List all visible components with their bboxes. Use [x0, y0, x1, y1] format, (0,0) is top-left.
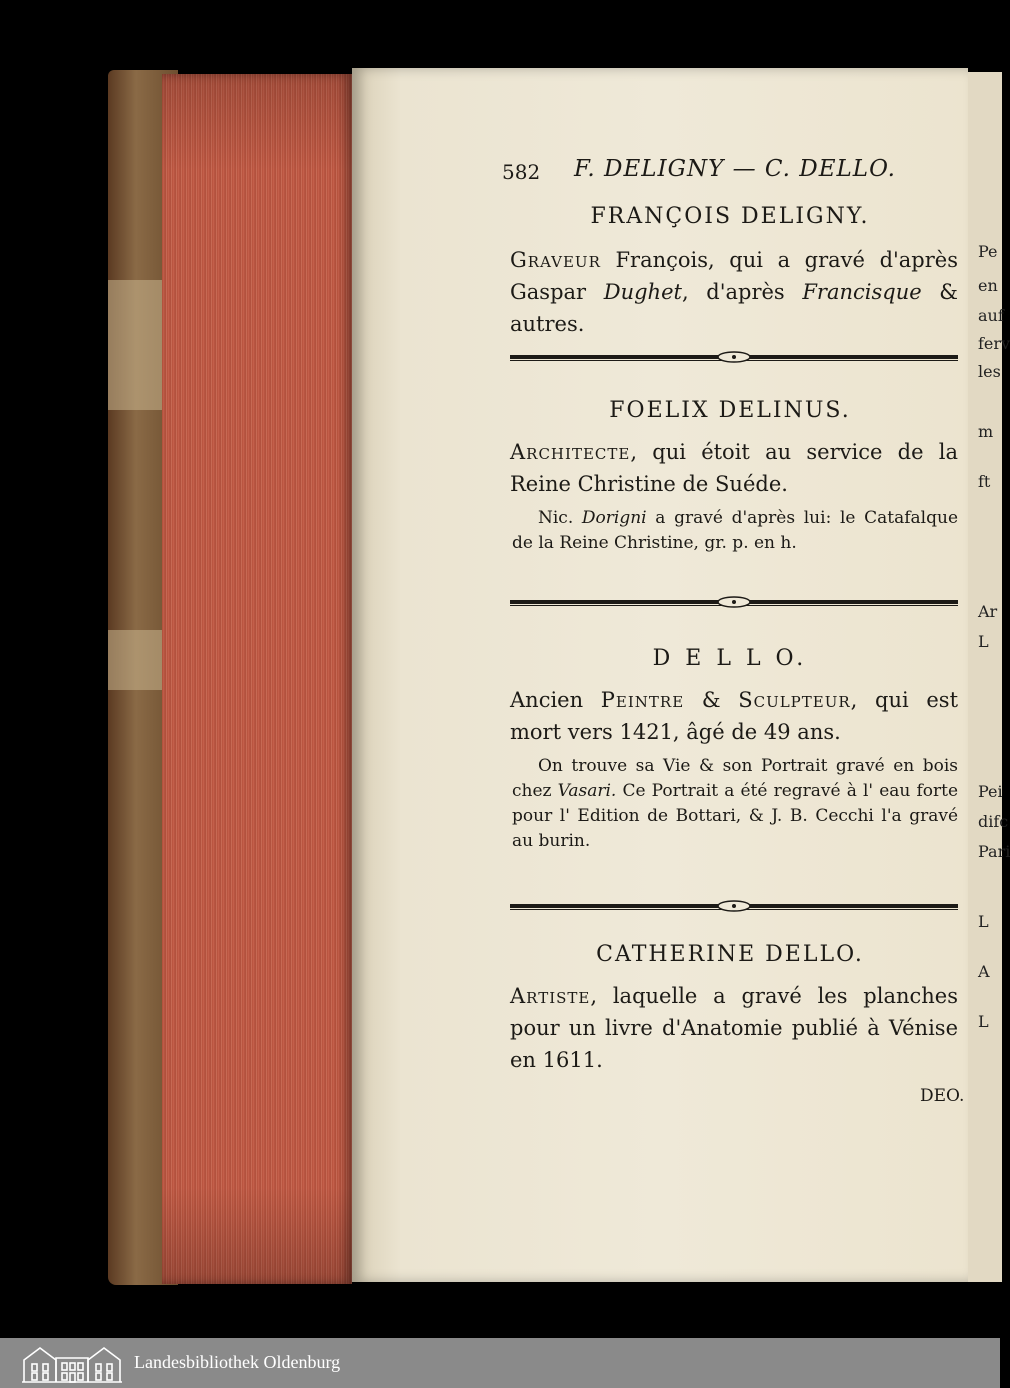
fragment-text: Pari [978, 842, 1010, 861]
italic-name: Francisque [802, 280, 922, 304]
fragment-text: en [978, 276, 998, 295]
fragment-text: ferv [978, 334, 1010, 353]
facing-page-fragment [966, 72, 1010, 1282]
running-head-title: F. DELIGNY — C. DELLO. [574, 156, 896, 182]
library-building-logo [20, 1342, 124, 1384]
fragment-text: A [978, 962, 990, 981]
italic-name: Dorigni [581, 508, 647, 528]
page-number: 582 [502, 160, 541, 184]
lead-word: Architecte [510, 440, 631, 464]
text-run: Ce Portrait a été regravé à l' eau forte pour l' Edition de Bottari, & J. B. Cecchi l'a gravé au burin. [512, 781, 959, 851]
lead-word: Artiste [510, 984, 591, 1008]
ornamental-rule [510, 351, 958, 363]
book-page [352, 68, 968, 1282]
fragment-text: L [978, 632, 989, 651]
fragment-text: L [978, 912, 989, 931]
entry-title: D E L L O. [652, 646, 808, 671]
text-run: , laquelle a gravé les planches pour un livre d'Anatomie publié à Vénise en 1611. [510, 984, 958, 1072]
text-run: Ancien [510, 688, 601, 712]
entry-note [512, 506, 958, 556]
small-caps-word: Peintre [600, 688, 685, 712]
entry-text [510, 244, 958, 340]
italic-name: Dughet [603, 280, 682, 304]
text-run: & [684, 688, 739, 712]
text-run: , d'après [681, 280, 803, 304]
entry-title: CATHERINE DELLO. [596, 942, 864, 967]
entry-text [510, 436, 958, 500]
library-name: Landesbibliothek Oldenburg [134, 1352, 341, 1372]
text-run: a gravé d'après lui: le Catafalque de la Reine Christine, gr. p. en h. [512, 508, 959, 553]
entry-text [510, 980, 958, 1076]
ornamental-rule [510, 900, 958, 912]
entry-title: FRANÇOIS DELIGNY. [590, 204, 870, 229]
text-run: , qui est mort vers 1421, âgé de 49 ans. [510, 688, 959, 744]
running-head [502, 156, 908, 186]
text-run: Nic. [538, 508, 582, 528]
red-page-edges [162, 74, 352, 1284]
fragment-text: Ar [978, 602, 998, 621]
text-run: & autres. [510, 280, 959, 336]
catchword: DEO. [920, 1086, 965, 1106]
text-run: , qui étoit au service de la Reine Christine de Suéde. [510, 440, 958, 496]
fragment-text: Pe [978, 242, 998, 261]
fragment-text: m [978, 422, 994, 441]
ornamental-rule [510, 596, 958, 608]
text-run: François, qui a gravé d'après Gaspar [510, 248, 958, 304]
fragment-text: L [978, 1012, 989, 1031]
fragment-text: ft [978, 472, 991, 491]
fragment-text: auf [978, 306, 1004, 325]
lead-word: Graveur [510, 248, 601, 272]
fragment-text: Pei [978, 782, 1003, 801]
italic-name: Vasari. [557, 781, 617, 801]
library-footer-bar [0, 1338, 1000, 1388]
entry-title: FOELIX DELINUS. [609, 398, 851, 423]
fragment-text: difc [978, 812, 1009, 831]
entry-note [512, 754, 958, 854]
text-run: On trouve sa Vie & son Portrait gravé en bois chez [512, 756, 958, 801]
small-caps-word: Sculpteur [738, 688, 851, 712]
entry-text [510, 684, 958, 748]
fragment-text: les [978, 362, 1001, 381]
